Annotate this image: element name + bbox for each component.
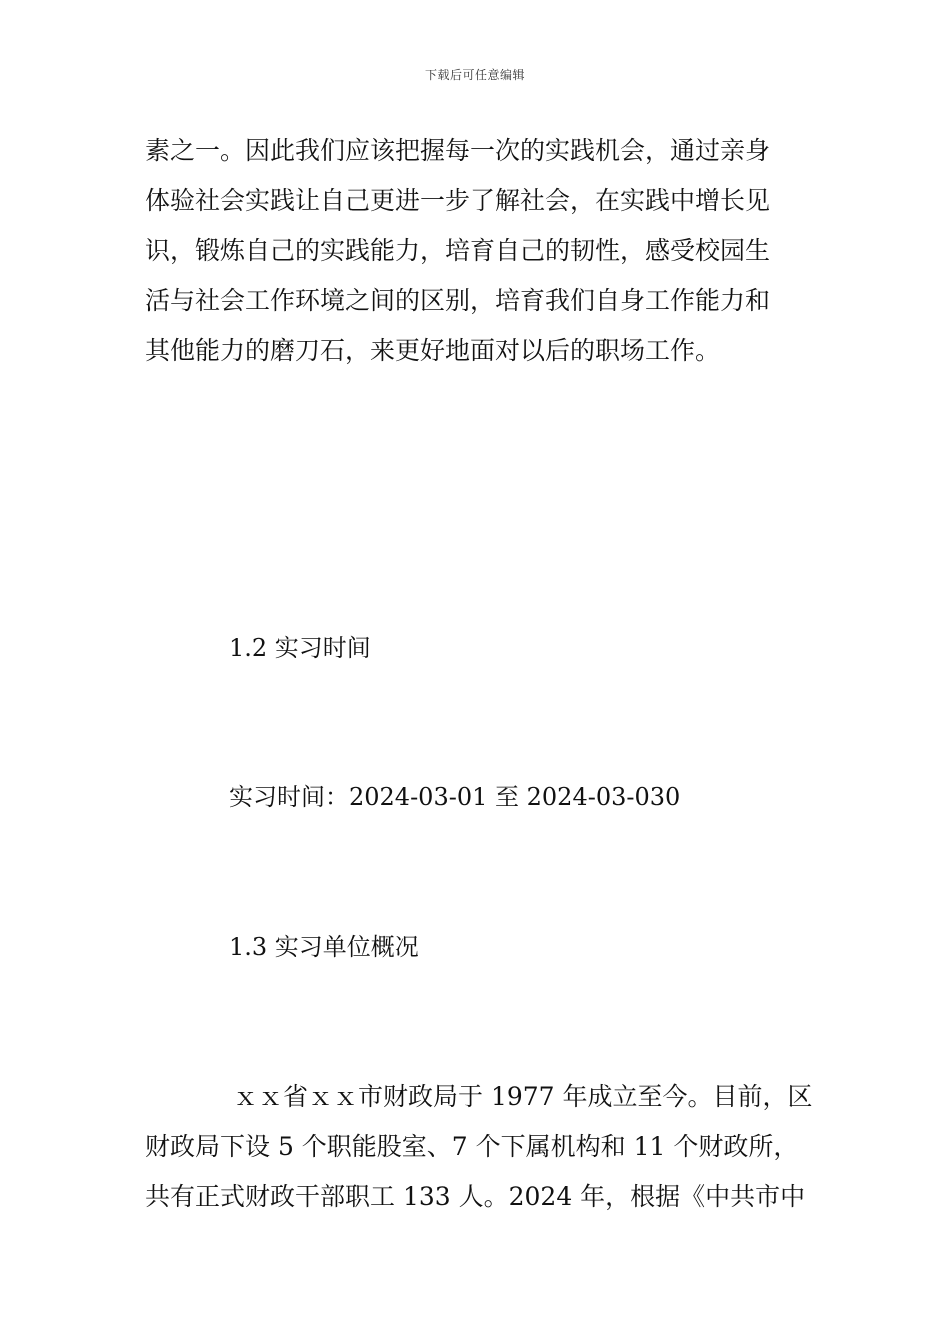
section-heading-internship-time: 1.2 实习时间 [229,634,371,662]
header-note: 下载后可任意编辑 [424,68,525,82]
section-heading-unit-overview: 1.3 实习单位概况 [229,933,419,961]
intro-line: 活与社会工作环境之间的区别，培育我们自身工作能力和 [145,286,771,315]
intro-paragraph [145,126,807,376]
intro-line: 识，锻炼自己的实践能力，培育自己的韧性，感受校园生 [145,236,771,265]
unit-line: ｘｘ省ｘｘ市财政局于 1977 年成立至今。目前，区 [233,1082,813,1111]
unit-line: 财政局下设 5 个职能股室、7 个下属机构和 11 个财政所， [145,1132,799,1161]
internship-time-text: 实习时间：2024-03-01 至 2024-03-030 [229,783,681,811]
intro-line: 其他能力的磨刀石，来更好地面对以后的职场工作。 [145,336,721,365]
intro-line: 体验社会实践让自己更进一步了解社会，在实践中增长见 [145,186,771,215]
unit-overview-paragraph [145,1072,813,1222]
unit-line: 共有正式财政干部职工 133 人。2024 年，根据《中共市中 [145,1182,806,1211]
intro-line: 素之一。因此我们应该把握每一次的实践机会，通过亲身 [145,136,771,165]
